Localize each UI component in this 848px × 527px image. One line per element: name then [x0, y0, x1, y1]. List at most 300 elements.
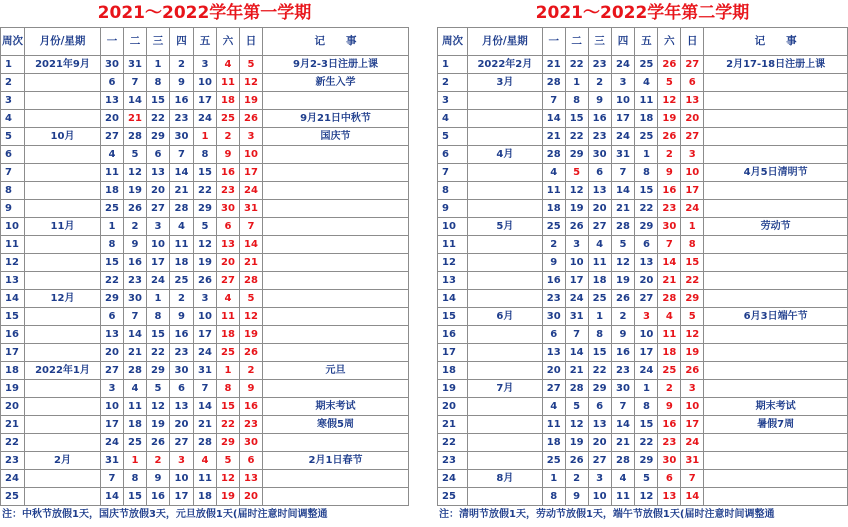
week-row	[438, 110, 848, 128]
day-cell: 12	[124, 164, 147, 182]
day-cell: 15	[565, 110, 588, 128]
day-cell: 11	[588, 254, 611, 272]
day-cell: 7	[101, 470, 124, 488]
event-note	[263, 434, 409, 452]
header-cell: 周次	[438, 28, 468, 56]
day-cell: 29	[635, 452, 658, 470]
day-cell: 5	[565, 164, 588, 182]
day-cell: 15	[194, 164, 217, 182]
day-cell: 4	[217, 56, 240, 74]
day-cell: 24	[565, 290, 588, 308]
week-row	[438, 254, 848, 272]
day-cell: 3	[147, 218, 170, 236]
day-cell: 7	[658, 236, 681, 254]
day-cell: 27	[147, 200, 170, 218]
day-cell: 15	[101, 254, 124, 272]
week-number: 4	[438, 110, 468, 128]
month-label	[467, 110, 542, 128]
day-cell: 17	[147, 254, 170, 272]
event-note: 期末考试	[263, 398, 409, 416]
day-cell: 5	[611, 236, 635, 254]
sheet-gap	[411, 0, 437, 527]
day-cell: 20	[681, 110, 704, 128]
week-row	[1, 164, 409, 182]
header-row	[1, 28, 409, 56]
day-cell: 1	[588, 308, 611, 326]
week-row	[438, 326, 848, 344]
day-cell: 14	[611, 416, 635, 434]
week-row	[1, 74, 409, 92]
day-cell: 3	[588, 470, 611, 488]
day-cell: 30	[124, 290, 147, 308]
month-label	[467, 182, 542, 200]
day-cell: 30	[101, 56, 124, 74]
header-cell: 一	[101, 28, 124, 56]
day-cell: 19	[217, 488, 240, 506]
day-cell: 11	[542, 182, 565, 200]
day-cell: 2	[588, 74, 611, 92]
week-row	[1, 200, 409, 218]
day-cell: 17	[194, 326, 217, 344]
event-note	[704, 344, 848, 362]
day-cell: 13	[588, 416, 611, 434]
day-cell: 30	[658, 452, 681, 470]
week-number: 10	[438, 218, 468, 236]
day-cell: 6	[170, 380, 194, 398]
week-row	[1, 380, 409, 398]
week-row	[438, 344, 848, 362]
day-cell: 13	[658, 488, 681, 506]
event-note	[263, 146, 409, 164]
day-cell: 19	[147, 416, 170, 434]
day-cell: 20	[542, 362, 565, 380]
day-cell: 20	[635, 272, 658, 290]
month-label	[467, 362, 542, 380]
day-cell: 10	[635, 326, 658, 344]
header-cell: 周次	[1, 28, 25, 56]
day-cell: 8	[565, 92, 588, 110]
day-cell: 29	[565, 146, 588, 164]
day-cell: 6	[588, 398, 611, 416]
day-cell: 25	[217, 344, 240, 362]
day-cell: 31	[240, 200, 263, 218]
month-label	[25, 236, 101, 254]
day-cell: 18	[124, 416, 147, 434]
day-cell: 27	[681, 56, 704, 74]
event-note	[263, 380, 409, 398]
header-cell: 月份/星期	[467, 28, 542, 56]
day-cell: 14	[681, 488, 704, 506]
week-number: 13	[1, 272, 25, 290]
day-cell: 3	[194, 56, 217, 74]
day-cell: 14	[658, 254, 681, 272]
day-cell: 8	[194, 146, 217, 164]
day-cell: 28	[194, 434, 217, 452]
week-row	[1, 128, 409, 146]
month-label	[25, 380, 101, 398]
day-cell: 5	[147, 380, 170, 398]
day-cell: 26	[124, 200, 147, 218]
day-cell: 6	[635, 236, 658, 254]
day-cell: 22	[565, 56, 588, 74]
day-cell: 7	[542, 92, 565, 110]
week-number: 21	[1, 416, 25, 434]
day-cell: 22	[194, 182, 217, 200]
day-cell: 3	[240, 128, 263, 146]
day-cell: 22	[635, 200, 658, 218]
day-cell: 22	[147, 344, 170, 362]
week-row	[1, 182, 409, 200]
day-cell: 14	[542, 110, 565, 128]
day-cell: 16	[240, 398, 263, 416]
month-label	[25, 254, 101, 272]
day-cell: 23	[240, 416, 263, 434]
day-cell: 15	[635, 182, 658, 200]
day-cell: 14	[611, 182, 635, 200]
event-note	[263, 326, 409, 344]
week-number: 3	[1, 92, 25, 110]
header-cell: 三	[147, 28, 170, 56]
day-cell: 19	[124, 182, 147, 200]
week-number: 7	[438, 164, 468, 182]
day-cell: 18	[194, 488, 217, 506]
day-cell: 19	[194, 254, 217, 272]
week-number: 23	[1, 452, 25, 470]
day-cell: 1	[542, 470, 565, 488]
week-number: 7	[1, 164, 25, 182]
day-cell: 2	[147, 452, 170, 470]
day-cell: 21	[240, 254, 263, 272]
day-cell: 2	[611, 308, 635, 326]
header-cell: 日	[240, 28, 263, 56]
day-cell: 13	[542, 344, 565, 362]
event-note: 2月1日春节	[263, 452, 409, 470]
day-cell: 29	[635, 218, 658, 236]
week-number: 9	[1, 200, 25, 218]
day-cell: 11	[170, 236, 194, 254]
event-note	[704, 110, 848, 128]
day-cell: 28	[611, 218, 635, 236]
day-cell: 7	[611, 164, 635, 182]
day-cell: 3	[635, 308, 658, 326]
day-cell: 10	[170, 470, 194, 488]
week-number: 4	[1, 110, 25, 128]
day-cell: 31	[124, 56, 147, 74]
week-row	[1, 146, 409, 164]
day-cell: 26	[565, 452, 588, 470]
event-note	[263, 182, 409, 200]
day-cell: 12	[240, 308, 263, 326]
month-label	[467, 398, 542, 416]
day-cell: 20	[240, 488, 263, 506]
day-cell: 12	[635, 488, 658, 506]
month-label	[25, 470, 101, 488]
header-cell: 三	[588, 28, 611, 56]
day-cell: 26	[658, 56, 681, 74]
day-cell: 18	[635, 110, 658, 128]
week-number: 12	[438, 254, 468, 272]
day-cell: 6	[101, 308, 124, 326]
event-note	[263, 254, 409, 272]
month-label	[467, 290, 542, 308]
day-cell: 18	[588, 272, 611, 290]
week-number: 15	[1, 308, 25, 326]
day-cell: 1	[194, 128, 217, 146]
week-row	[438, 236, 848, 254]
week-number: 8	[1, 182, 25, 200]
month-label: 6月	[467, 308, 542, 326]
day-cell: 14	[565, 344, 588, 362]
semester-2-footnote: 注：清明节放假1天，劳动节放假1天，端午节放假1天(届时注意时间调整通	[439, 509, 775, 520]
month-label	[25, 326, 101, 344]
event-note: 国庆节	[263, 128, 409, 146]
week-number: 16	[1, 326, 25, 344]
day-cell: 3	[681, 380, 704, 398]
event-note	[704, 290, 848, 308]
day-cell: 7	[194, 380, 217, 398]
day-cell: 26	[240, 344, 263, 362]
day-cell: 30	[611, 380, 635, 398]
event-note: 劳动节	[704, 218, 848, 236]
day-cell: 17	[170, 488, 194, 506]
month-label	[467, 128, 542, 146]
week-number: 25	[1, 488, 25, 506]
event-note: 期末考试	[704, 398, 848, 416]
day-cell: 13	[240, 470, 263, 488]
week-number: 18	[1, 362, 25, 380]
week-number: 9	[438, 200, 468, 218]
semester-2-body	[438, 28, 848, 506]
day-cell: 31	[565, 308, 588, 326]
week-number: 24	[438, 470, 468, 488]
week-row	[438, 452, 848, 470]
day-cell: 19	[240, 92, 263, 110]
day-cell: 13	[588, 182, 611, 200]
day-cell: 25	[170, 272, 194, 290]
day-cell: 4	[170, 218, 194, 236]
day-cell: 15	[217, 398, 240, 416]
day-cell: 6	[542, 326, 565, 344]
day-cell: 26	[194, 272, 217, 290]
day-cell: 5	[124, 146, 147, 164]
day-cell: 4	[542, 164, 565, 182]
month-label	[467, 92, 542, 110]
event-note: 9月21日中秋节	[263, 110, 409, 128]
semester-2-calendar	[437, 0, 848, 524]
month-label	[467, 164, 542, 182]
semester-1-calendar	[0, 0, 409, 524]
event-note	[704, 74, 848, 92]
event-note	[704, 380, 848, 398]
day-cell: 25	[101, 200, 124, 218]
week-row	[1, 470, 409, 488]
month-label: 7月	[467, 380, 542, 398]
week-number: 20	[438, 398, 468, 416]
day-cell: 10	[611, 92, 635, 110]
week-number: 5	[438, 128, 468, 146]
week-row	[438, 470, 848, 488]
day-cell: 26	[681, 362, 704, 380]
week-row	[1, 362, 409, 380]
day-cell: 5	[240, 290, 263, 308]
day-cell: 25	[124, 434, 147, 452]
week-number: 22	[438, 434, 468, 452]
day-cell: 9	[217, 146, 240, 164]
day-cell: 16	[124, 254, 147, 272]
day-cell: 27	[588, 452, 611, 470]
day-cell: 12	[147, 398, 170, 416]
event-note	[704, 182, 848, 200]
day-cell: 4	[101, 146, 124, 164]
week-number: 20	[1, 398, 25, 416]
week-row	[438, 308, 848, 326]
day-cell: 10	[240, 146, 263, 164]
day-cell: 23	[658, 434, 681, 452]
day-cell: 28	[565, 380, 588, 398]
day-cell: 7	[565, 326, 588, 344]
day-cell: 26	[611, 290, 635, 308]
day-cell: 7	[681, 470, 704, 488]
week-row	[1, 488, 409, 506]
day-cell: 29	[194, 200, 217, 218]
month-label	[467, 272, 542, 290]
day-cell: 20	[588, 200, 611, 218]
week-row	[1, 92, 409, 110]
day-cell: 30	[217, 200, 240, 218]
day-cell: 16	[170, 326, 194, 344]
day-cell: 5	[565, 398, 588, 416]
day-cell: 17	[194, 92, 217, 110]
day-cell: 23	[542, 290, 565, 308]
day-cell: 28	[170, 200, 194, 218]
day-cell: 9	[170, 308, 194, 326]
day-cell: 8	[147, 74, 170, 92]
day-cell: 9	[658, 398, 681, 416]
week-number: 8	[438, 182, 468, 200]
day-cell: 24	[147, 272, 170, 290]
day-cell: 11	[194, 470, 217, 488]
event-note	[263, 470, 409, 488]
day-cell: 16	[658, 182, 681, 200]
day-cell: 23	[588, 56, 611, 74]
month-label	[25, 200, 101, 218]
day-cell: 23	[217, 182, 240, 200]
day-cell: 12	[240, 74, 263, 92]
day-cell: 9	[565, 488, 588, 506]
week-number: 14	[438, 290, 468, 308]
day-cell: 22	[681, 272, 704, 290]
event-note	[704, 362, 848, 380]
day-cell: 8	[124, 470, 147, 488]
day-cell: 4	[611, 470, 635, 488]
day-cell: 21	[611, 434, 635, 452]
event-note: 暑假7周	[704, 416, 848, 434]
week-number: 25	[438, 488, 468, 506]
day-cell: 23	[170, 344, 194, 362]
day-cell: 10	[565, 254, 588, 272]
day-cell: 31	[681, 452, 704, 470]
month-label: 10月	[25, 128, 101, 146]
day-cell: 30	[240, 434, 263, 452]
event-note	[263, 290, 409, 308]
header-cell: 记 事	[263, 28, 409, 56]
header-cell: 一	[542, 28, 565, 56]
day-cell: 13	[635, 254, 658, 272]
week-row	[438, 164, 848, 182]
month-label	[467, 488, 542, 506]
day-cell: 8	[147, 308, 170, 326]
day-cell: 28	[542, 146, 565, 164]
day-cell: 14	[170, 164, 194, 182]
day-cell: 22	[565, 128, 588, 146]
day-cell: 5	[658, 74, 681, 92]
day-cell: 19	[240, 326, 263, 344]
event-note: 寒假5周	[263, 416, 409, 434]
day-cell: 25	[542, 452, 565, 470]
week-row	[1, 218, 409, 236]
day-cell: 27	[101, 362, 124, 380]
day-cell: 29	[588, 380, 611, 398]
week-number: 1	[1, 56, 25, 74]
day-cell: 9	[588, 92, 611, 110]
week-number: 17	[438, 344, 468, 362]
day-cell: 4	[194, 452, 217, 470]
day-cell: 16	[170, 92, 194, 110]
day-cell: 9	[240, 380, 263, 398]
semester-1-body	[1, 28, 409, 506]
month-label	[25, 308, 101, 326]
day-cell: 21	[124, 344, 147, 362]
day-cell: 5	[217, 452, 240, 470]
day-cell: 20	[217, 254, 240, 272]
day-cell: 7	[170, 146, 194, 164]
day-cell: 16	[611, 344, 635, 362]
month-label	[25, 272, 101, 290]
week-number: 18	[438, 362, 468, 380]
event-note	[263, 218, 409, 236]
day-cell: 22	[217, 416, 240, 434]
day-cell: 10	[588, 488, 611, 506]
day-cell: 24	[635, 362, 658, 380]
day-cell: 20	[101, 344, 124, 362]
day-cell: 18	[101, 182, 124, 200]
day-cell: 30	[170, 362, 194, 380]
day-cell: 15	[681, 254, 704, 272]
week-row	[1, 434, 409, 452]
day-cell: 31	[194, 362, 217, 380]
header-cell: 五	[635, 28, 658, 56]
week-row	[438, 380, 848, 398]
week-number: 14	[1, 290, 25, 308]
day-cell: 13	[681, 92, 704, 110]
day-cell: 11	[611, 488, 635, 506]
semester-2-title: 2021～2022学年第二学期	[535, 3, 750, 23]
month-label	[467, 416, 542, 434]
day-cell: 13	[217, 236, 240, 254]
event-note: 元旦	[263, 362, 409, 380]
day-cell: 11	[217, 74, 240, 92]
week-row	[1, 254, 409, 272]
day-cell: 15	[635, 416, 658, 434]
day-cell: 9	[170, 74, 194, 92]
day-cell: 1	[635, 146, 658, 164]
day-cell: 8	[588, 326, 611, 344]
day-cell: 19	[565, 200, 588, 218]
month-label	[25, 92, 101, 110]
month-label	[467, 200, 542, 218]
day-cell: 9	[611, 326, 635, 344]
month-label	[467, 452, 542, 470]
